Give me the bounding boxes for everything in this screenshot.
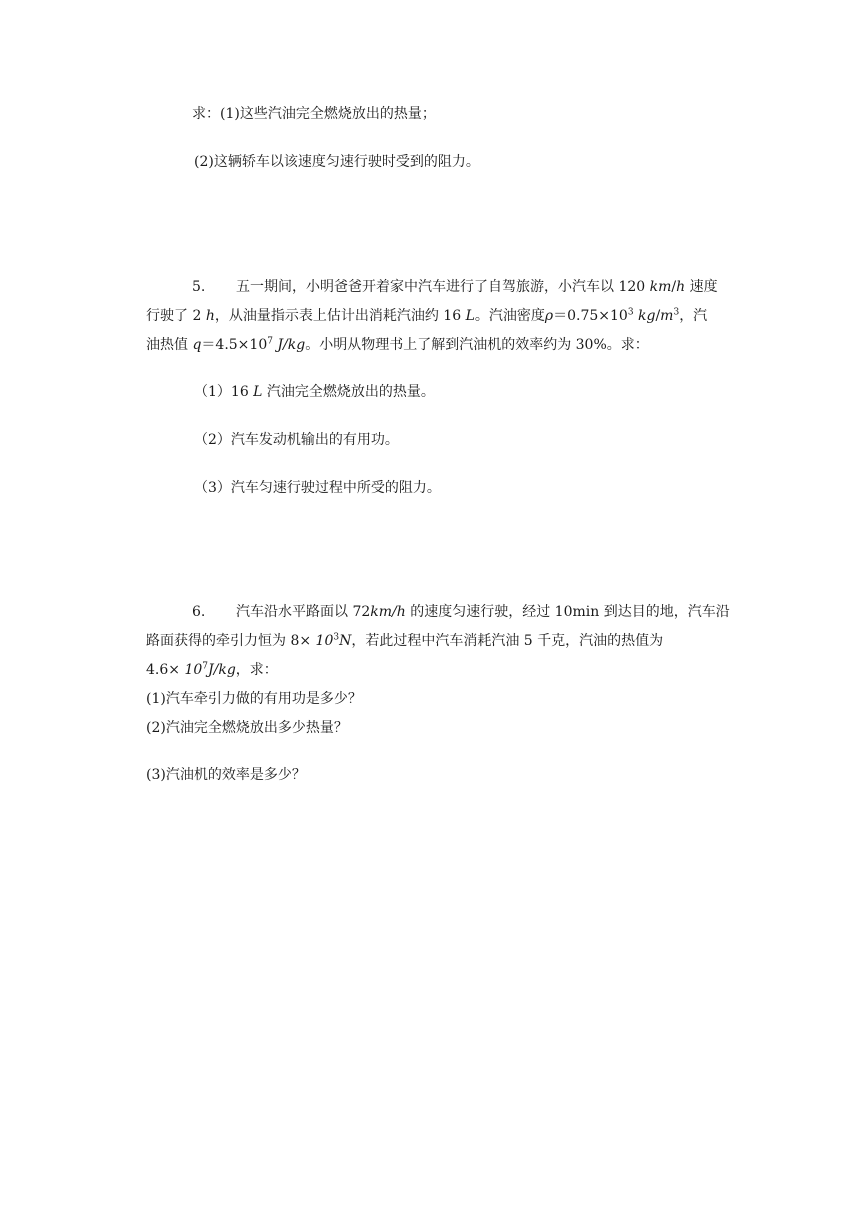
q6-line1: 汽车沿水平路面以 72km/h 的速度匀速行驶，经过 10min 到达目的地，汽车沿 (236, 604, 730, 620)
q6-number: 6. (192, 604, 206, 620)
q5-sub1: （1）16 L 汽油完全燃烧放出的热量。 (194, 384, 435, 400)
q5-number: 5. (192, 279, 206, 295)
q5-line3: 油热值 $q=4.5\times 10^7$ J/kg。小明从物理书上了解到汽油机的效率约为 30%。求： (146, 336, 649, 353)
q5-sub2: （2）汽车发动机输出的有用功。 (194, 432, 399, 448)
prev-question-ask: 求：(1)这些汽油完全燃烧放出的热量； (192, 106, 436, 122)
q6-line2: 路面获得的牵引力恒为 $8\times 10^3N$，若此过程中汽车消耗汽油 5 千克，汽油的热值为 (146, 632, 664, 649)
q6-sub1: (1)汽车牵引力做的有用功是多少？ (146, 691, 362, 707)
q5-line1: 五一期间，小明爸爸开着家中汽车进行了自驾旅游，小汽车以 120 km/h 速度 (236, 279, 718, 295)
q6-sub2: (2)汽油完全燃烧放出多少热量？ (146, 720, 348, 736)
q5-line2: 行驶了 2 h，从油量指示表上估计出消耗汽油约 16 L。汽油密度$\rho=0.75\times 10^3$ $kg/m^3$，汽 (146, 307, 708, 324)
q5-sub3: （3）汽车匀速行驶过程中所受的阻力。 (194, 480, 441, 496)
prev-question-sub2: (2)这辆轿车以该速度匀速行驶时受到的阻力。 (194, 154, 480, 170)
q6-line3: $4.6\times 10^7J/kg$，求： (146, 661, 278, 678)
q6-sub3: (3)汽油机的效率是多少？ (146, 767, 306, 783)
